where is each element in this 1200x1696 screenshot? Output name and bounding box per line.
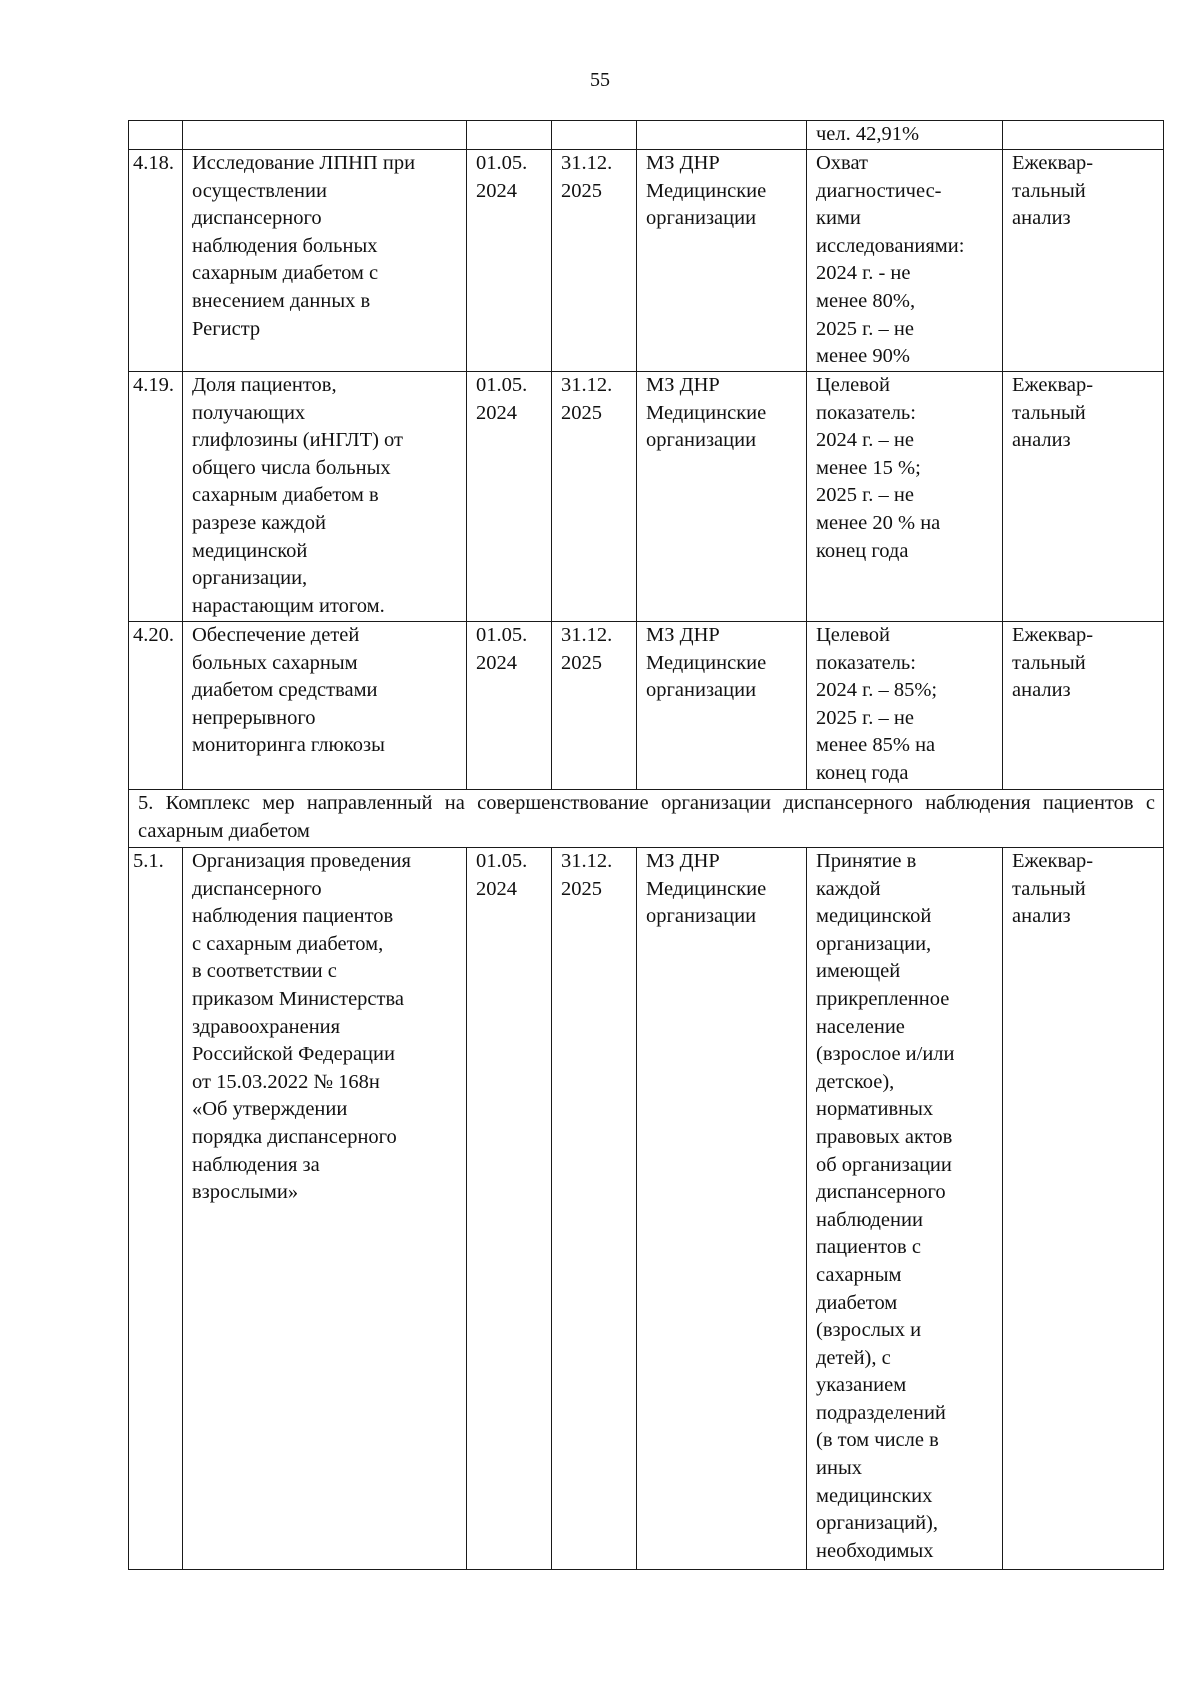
- table-row: [129, 848, 1164, 1570]
- indicator-cell: Принятие в каждой медицинской организации, имеющей прикрепленное население (взрослое и/или детское), нормативных правовых актов об организации диспансерного наблюдении пациентов с сахарным диабетом (взрослых и детей), с указанием подразделений (в том числе в иных медицинских организаций), необходимых: [807, 848, 1003, 1570]
- page-number: 55: [590, 69, 610, 91]
- indicator-cell: Целевой показатель: 2024 г. – не менее 15 %; 2025 г. – не менее 20 % на конец года: [807, 372, 1003, 622]
- start-date-cell: 01.05. 2024: [467, 622, 552, 790]
- start-date-cell: 01.05. 2024: [467, 372, 552, 622]
- end-date-cell: 31.12. 2025: [552, 372, 637, 622]
- control-cell: Ежеквар- тальный анализ: [1003, 150, 1164, 372]
- start-date-cell: 01.05. 2024: [467, 848, 552, 1570]
- row-number: 4.19.: [129, 372, 183, 622]
- measure-cell: Исследование ЛПНП при осуществлении диспансерного наблюдения больных сахарным диабетом с внесением данных в Регистр: [183, 150, 467, 372]
- control-cell: [1003, 121, 1164, 150]
- control-cell: Ежеквар- тальный анализ: [1003, 622, 1164, 790]
- table-row: [129, 372, 1164, 622]
- table-row: [129, 150, 1164, 372]
- section-heading-row: [129, 790, 1164, 848]
- responsible-cell: МЗ ДНР Медицинские организации: [637, 848, 807, 1570]
- responsible-cell: МЗ ДНР Медицинские организации: [637, 622, 807, 790]
- start-date-cell: 01.05. 2024: [467, 150, 552, 372]
- measure-cell: [183, 121, 467, 150]
- end-date-cell: [552, 121, 637, 150]
- measures-table: [128, 120, 1164, 1570]
- end-date-cell: 31.12. 2025: [552, 150, 637, 372]
- end-date-cell: 31.12. 2025: [552, 848, 637, 1570]
- indicator-cell: чел. 42,91%: [807, 121, 1003, 150]
- measure-cell: Организация проведения диспансерного наблюдения пациентов с сахарным диабетом, в соответствии с приказом Министерства здравоохранения Российской Федерации от 15.03.2022 № 168н «Об утверждении порядка диспансерного наблюдения за взрослыми»: [183, 848, 467, 1570]
- indicator-cell: Целевой показатель: 2024 г. – 85%; 2025 г. – не менее 85% на конец года: [807, 622, 1003, 790]
- control-cell: Ежеквар- тальный анализ: [1003, 372, 1164, 622]
- responsible-cell: МЗ ДНР Медицинские организации: [637, 372, 807, 622]
- table-row: [129, 121, 1164, 150]
- measure-cell: Доля пациентов, получающих глифлозины (иНГЛТ) от общего числа больных сахарным диабетом в разрезе каждой медицинской организации, нарастающим итогом.: [183, 372, 467, 622]
- end-date-cell: 31.12. 2025: [552, 622, 637, 790]
- control-cell: Ежеквар- тальный анализ: [1003, 848, 1164, 1570]
- indicator-cell: Охват диагностичес- кими исследованиями: 2024 г. - не менее 80%, 2025 г. – не менее 90%: [807, 150, 1003, 372]
- table-row: [129, 622, 1164, 790]
- row-number: 4.20.: [129, 622, 183, 790]
- start-date-cell: [467, 121, 552, 150]
- responsible-cell: МЗ ДНР Медицинские организации: [637, 150, 807, 372]
- row-number: [129, 121, 183, 150]
- row-number: 5.1.: [129, 848, 183, 1570]
- row-number: 4.18.: [129, 150, 183, 372]
- measure-cell: Обеспечение детей больных сахарным диабетом средствами непрерывного мониторинга глюкозы: [183, 622, 467, 790]
- section-title: 5. Комплекс мер направленный на совершенствование организации диспансерного наблюдения пациентов с сахарным диабетом: [129, 790, 1164, 848]
- responsible-cell: [637, 121, 807, 150]
